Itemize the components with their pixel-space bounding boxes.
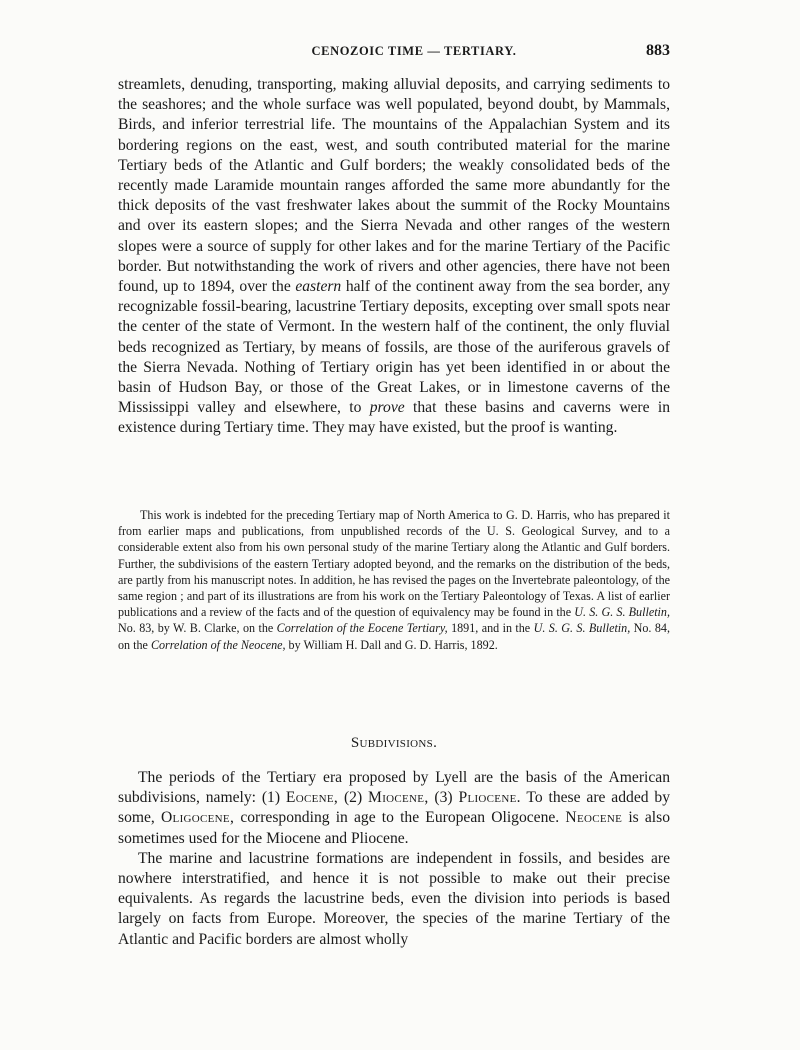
page-number: 883 <box>646 42 670 59</box>
text-run: streamlets, denuding, transporting, making alluvial deposits, and carrying sediments to the seashores; and the whole surface was well populated, beyond doubt, by Mammals, Birds, and inferior terrestrial life. The mountains of the Appalachian System and its bordering regions on the east, west, and south contributed material for the marine Tertiary beds of the Atlantic and Gulf borders; the weakly consolidated beds of the recently made Laramide mountain ranges afforded the same more abundantly for the thick deposits of the vast freshwater lakes about the summit of the Rocky Mountains and over its eastern slopes; and the Sierra Nevada and other ranges of the western slopes were a source of supply for other lakes and for the marine Tertiary of the Pacific border. But notwithstanding the work of rivers and other agencies, there have not been found, up to 1894, over the <box>118 76 670 296</box>
period-name: Miocene, <box>368 789 429 807</box>
text-run: This work is indebted for the preceding Tertiary map of North America to G. D. Harris, who has prepared it from earlier maps and publications, from unpublished records of the U. S. Geological Survey, and to a considerable extent also from his own personal study of the marine Tertiary along the Atlantic and Gulf borders. Further, the subdivisions of the eastern Tertiary adopted beyond, and the remarks on the distribution of the beds, are partly from his manuscript notes. In addition, he has revised the pages on the Invertebrate paleontology, of the same region ; and part of its illustrations are from his work on the Tertiary Paleontology of Texas. A list of earlier publications and a review of the facts and of the question of equivalency may be found in the <box>118 508 670 620</box>
running-title: CENOZOIC TIME — TERTIARY. <box>311 44 517 58</box>
paragraph <box>118 768 670 849</box>
emphasis: eastern <box>295 278 342 296</box>
text-run: corresponding in age to the European Oligocene. <box>240 809 560 827</box>
main-paragraph <box>118 75 670 439</box>
citation: Correlation of the Eocene Tertiary, <box>276 621 448 636</box>
text-run: 1891, and in the <box>451 621 531 636</box>
text-run: is also sometimes used for the Miocene and Pliocene. <box>118 809 670 847</box>
paragraph: The marine and lacustrine formations are independent in fossils, and besides are nowhere interstratified, and hence it is not possible to make out their precise equivalents. As regards the lacustrine beds, even the division into periods is based largely on facts from Europe. Moreover, the species of the marine Tertiary of the Atlantic and Pacific borders are almost wholly <box>118 849 670 948</box>
citation: U. S. G. S. Bulletin, <box>533 621 631 636</box>
paragraph-continuation <box>118 75 670 439</box>
text-run: half of the continent away from the sea border, any recognizable fossil-bearing, lacustrine Tertiary deposits, excepting over small spots near the center of the state of Vermont. In the western half of the continent, the only fluvial beds recognized as Tertiary, by means of fossils, are those of the auriferous gravels of the Sierra Nevada. Nothing of Tertiary origin has yet been identified in or about the basin of Hudson Bay, or those of the Great Lakes, or in limestone caverns of the Mississippi valley and elsewhere, to <box>118 278 670 417</box>
text-run: To these are added by some, <box>118 789 670 827</box>
footnote-paragraph <box>118 507 670 653</box>
footnote <box>118 507 670 653</box>
section-body <box>118 768 670 950</box>
period-name: Neocene <box>565 809 623 827</box>
citation: U. S. G. S. Bulletin, <box>574 605 670 620</box>
text-run: No. 83, by W. B. Clarke, on the <box>118 621 274 636</box>
text-run: The periods of the Tertiary era proposed by Lyell are the basis of the American subdivisions, namely: (1) <box>118 769 670 807</box>
period-name: Oligocene, <box>161 809 235 827</box>
text-run: that these basins and caverns were in existence during Tertiary time. They may have existed, but the proof is wanting. <box>118 399 670 437</box>
text-run: by William H. Dall and G. D. Harris, 1892. <box>288 637 498 652</box>
citation: Correlation of the Neocene, <box>150 637 286 652</box>
period-name: Pliocene. <box>458 789 521 807</box>
section-heading: Subdivisions. <box>350 735 438 751</box>
text-run: No. 84, on the <box>118 621 670 652</box>
emphasis: prove <box>369 399 405 417</box>
text-run: (3) <box>434 789 453 807</box>
running-head <box>118 44 670 66</box>
period-name: Eocene, <box>285 789 339 807</box>
text-run: (2) <box>343 789 363 807</box>
